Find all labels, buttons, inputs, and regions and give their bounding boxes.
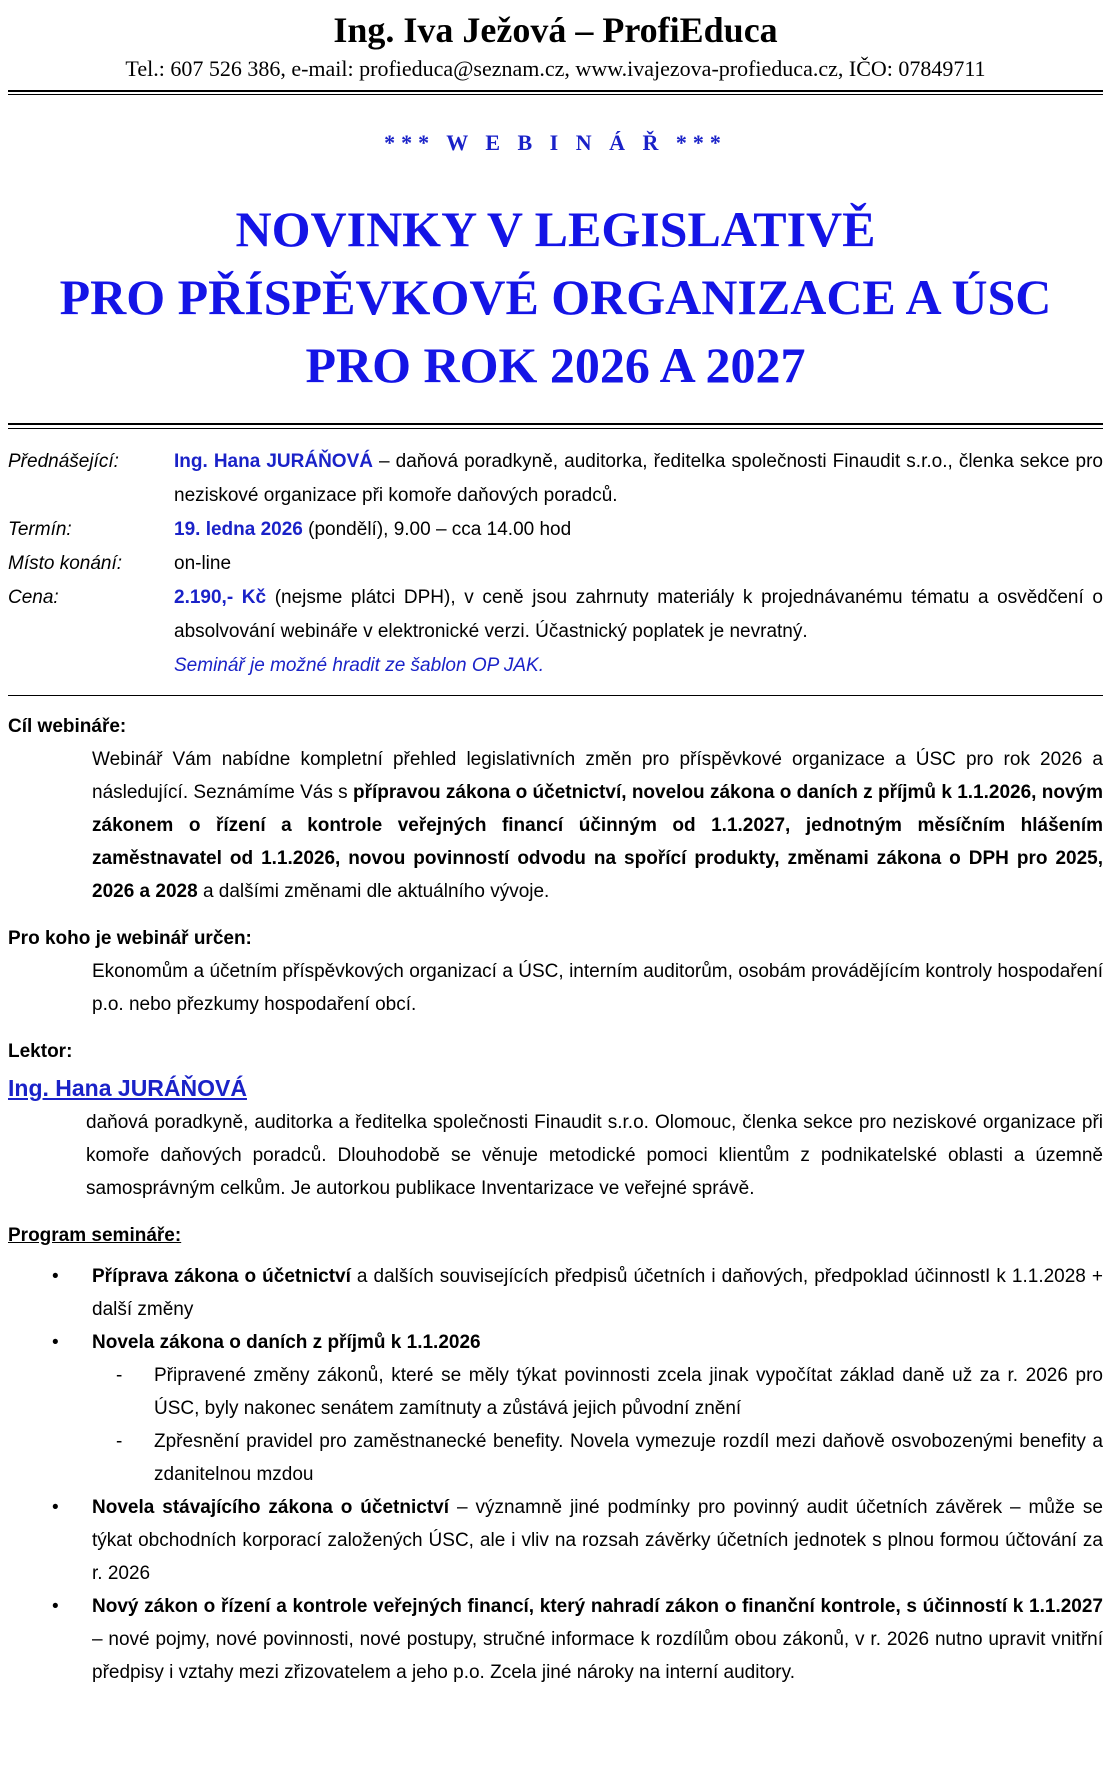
lecturer-desc: – daňová poradkyně, auditorka, ředitelka společnosti Finaudit s.r.o., členka sekce pro neziskové organizace při komoře daňových poradců.: [174, 451, 1103, 506]
info-divider: [8, 695, 1103, 696]
title-divider: [8, 423, 1103, 429]
program-subitem-1-text: Připravené změny zákonů, které se měly týkat povinnosti zcela jinak vypočítat základ daně už za r. 2026 pro ÚSC, byly nakonec senátem zamítnuty a zůstává jejich původní znění: [154, 1365, 1103, 1419]
lecturer-label: Přednášející:: [8, 451, 119, 472]
bullet-icon: •: [52, 1497, 59, 1518]
program-item-4-bold: Nový zákon o řízení a kontrole veřejných financí, který nahradí zákon o finanční kontrole, s účinností k 1.1.2027: [92, 1596, 1103, 1617]
date-value: [174, 513, 1103, 547]
info-price: [8, 581, 1103, 683]
date-main: 19. ledna 2026: [174, 519, 303, 540]
dash-icon: -: [116, 1365, 123, 1386]
lecturer-value: [174, 445, 1103, 513]
title-line-3: PRO ROK 2026 A 2027: [305, 337, 806, 393]
price-value: [174, 581, 1103, 683]
dash-icon: -: [116, 1431, 123, 1452]
program-subitem-1: [92, 1359, 1103, 1425]
date-label: Termín:: [8, 519, 72, 540]
price-main: 2.190,- Kč: [174, 587, 267, 608]
bullet-icon: •: [52, 1332, 59, 1353]
lector-text: daňová poradkyně, auditorka a ředitelka společnosti Finaudit s.r.o. Olomouc, členka sekce pro neziskové organizace při komoře daňových poradců. Dlouhodobě se věnuje metodické pomoci klientům z podnikatelské oblasti a územně samosprávným celkům. Je autorkou publikace Inventarizace ve veřejné správě.: [86, 1112, 1103, 1199]
goal-text-part-1: Webinář Vám nabídne kompletní přehled legislativních změn pro příspěvkové organizace a ÚSC pro rok 2026 a následující. Seznámíme Vás s: [92, 749, 1103, 803]
date-rest: (pondělí), 9.00 – cca 14.00 hod: [302, 519, 572, 540]
program-item-2-sublist: [92, 1359, 1103, 1491]
goal-text-bold: přípravou zákona o účetnictví, novelou zákona o daních z příjmů k 1.1.2026, novým zákonem o řízení a kontrole veřejných financí účinným od 1.1.2027, jednotným měsíčním hlášením zaměstnavatel od 1.1.2026, novou povinností odvodu na spořící produkty, změnami zákona o DPH pro 2025, 2026 a 2028: [92, 782, 1103, 902]
info-date: [8, 513, 1103, 547]
header-divider: [8, 90, 1103, 95]
program-item-3-bold: Novela stávajícího zákona o účetnictví: [92, 1497, 449, 1518]
place-value: on-line: [174, 553, 232, 574]
lecturer-name: Ing. Hana JURÁŇOVÁ: [174, 451, 373, 472]
program-item-3-text: – významně jiné podmínky pro povinný audit účetních závěrek – může se týkat obchodních korporací založených ÚSC, ale i vliv na rozsah závěrky účetních jednotek s plnou formou účtování za r. 2026: [92, 1497, 1104, 1584]
program-subitem-2-text: Zpřesnění pravidel pro zaměstnanecké benefity. Novela vymezuje rozdíl mezi daňově osvobozenými benefity a zdanitelnou mzdou: [154, 1431, 1103, 1485]
goal-heading: Cíl webináře:: [8, 716, 127, 737]
bullet-icon: •: [52, 1596, 59, 1617]
program-item-1-text: a dalších souvisejících předpisů účetních i daňových, předpoklad účinnostI k 1.1.2028 + další změny: [92, 1266, 1104, 1320]
program-item-1-bold: Příprava zákona o účetnictví: [92, 1266, 351, 1287]
title-line-2: PRO PŘÍSPĚVKOVÉ ORGANIZACE A ÚSC: [59, 269, 1052, 325]
info-lecturer: [8, 445, 1103, 513]
program-item-1: [8, 1260, 1103, 1326]
info-block: [8, 445, 1103, 683]
program-item-2-bold: Novela zákona o daních z příjmů k 1.1.2026: [92, 1332, 481, 1353]
price-note: Seminář je možné hradit ze šablon OP JAK.: [174, 655, 544, 676]
goal-text: [8, 743, 1103, 908]
program-item-3: [8, 1491, 1103, 1590]
price-rest: (nejsme plátci DPH), v ceně jsou zahrnuty materiály k projednávanému tématu a osvědčení o absolvování webináře v elektronické verzi. Účastnický poplatek je nevratný.: [174, 587, 1103, 642]
program-subitem-2: [92, 1425, 1103, 1491]
lector-name-link[interactable]: Ing. Hana JURÁŇOVÁ: [8, 1075, 247, 1101]
organizer-name: Ing. Iva Ježová – ProfiEduca: [333, 10, 778, 50]
price-label: Cena:: [8, 587, 59, 608]
program-item-2: [8, 1326, 1103, 1491]
program-item-4-text: – nové pojmy, nové povinnosti, nové postupy, stručné informace k rozdílům obou zákonů, v r. 2026 nutno upravit vnitřní předpisy i vztahy mezi zřizovatelem a jeho p.o. Zcela jiné nároky na interní auditory.: [92, 1629, 1103, 1683]
webinar-tag: *** W E B I N Á Ř ***: [384, 130, 727, 155]
place-label: Místo konání:: [8, 553, 123, 574]
info-place: [8, 547, 1103, 581]
main-title: [8, 195, 1103, 399]
program-heading: Program semináře:: [8, 1225, 182, 1246]
program-item-4: [8, 1590, 1103, 1689]
lector-heading: Lektor:: [8, 1041, 73, 1062]
goal-text-part-2: a dalšími změnami dle aktuálního vývoje.: [197, 881, 550, 902]
organizer-contact: Tel.: 607 526 386, e-mail: profieduca@seznam.cz, www.ivajezova-profieduca.cz, IČO: 07849711: [125, 56, 986, 81]
audience-text: Ekonomům a účetním příspěvkových organizací a ÚSC, interním auditorům, osobám provádějícím kontroly hospodaření p.o. nebo přezkumy hospodaření obcí.: [92, 961, 1103, 1015]
goal-section: [8, 710, 1103, 1689]
program-list: [8, 1260, 1103, 1689]
bullet-icon: •: [52, 1266, 59, 1287]
title-line-1: NOVINKY V LEGISLATIVĚ: [235, 201, 876, 257]
audience-heading: Pro koho je webinář určen:: [8, 928, 252, 949]
